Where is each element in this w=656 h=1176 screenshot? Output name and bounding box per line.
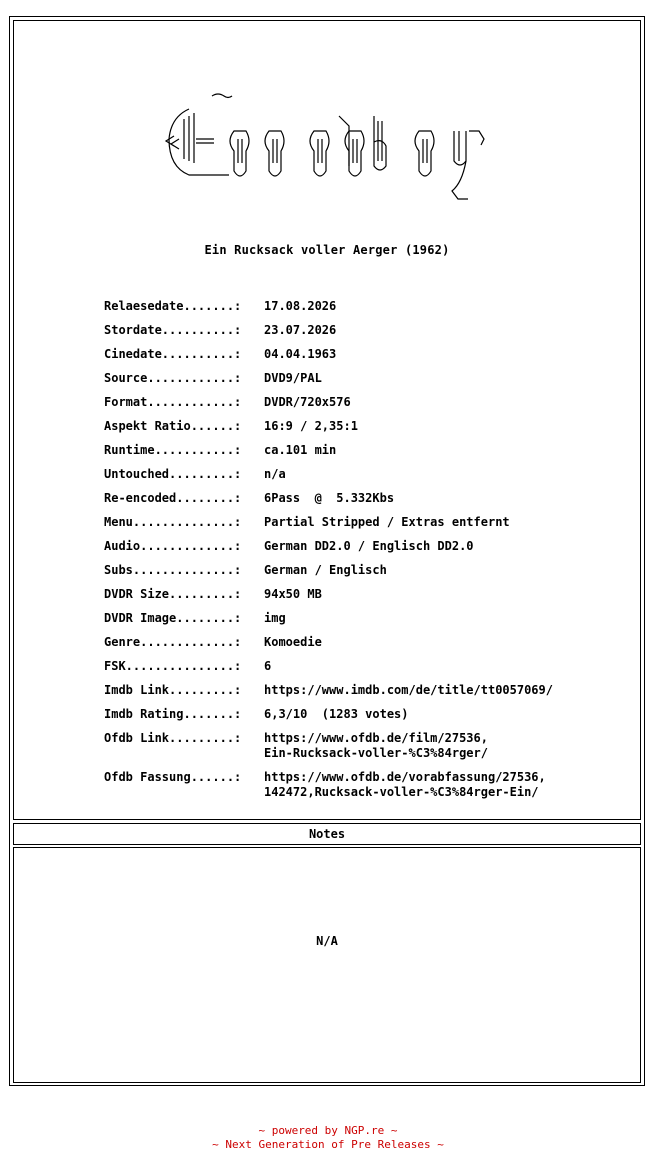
info-row xyxy=(104,371,624,386)
info-key: DVDR Size.........: xyxy=(104,587,242,601)
info-value: 6Pass @ 5.332Kbs xyxy=(264,491,395,505)
info-key: Stordate..........: xyxy=(104,323,242,337)
footer xyxy=(0,1124,656,1152)
info-value: 23.07.2026 xyxy=(264,323,337,337)
info-key: Genre.............: xyxy=(104,635,242,649)
info-row xyxy=(104,707,624,722)
info-row xyxy=(104,587,624,602)
info-key: Runtime...........: xyxy=(104,443,242,457)
info-value: n/a xyxy=(264,467,286,481)
info-row xyxy=(104,635,624,650)
release-info-list xyxy=(104,299,624,809)
info-value: DVDR/720x576 xyxy=(264,395,351,409)
info-value: Komoedie xyxy=(264,635,322,649)
info-value: 94x50 MB xyxy=(264,587,322,601)
info-row xyxy=(104,611,624,626)
info-key: Ofdb Link.........: xyxy=(104,731,242,745)
info-row xyxy=(104,467,624,482)
info-value: 04.04.1963 xyxy=(264,347,337,361)
info-value: 17.08.2026 xyxy=(264,299,337,313)
info-row xyxy=(104,323,624,338)
info-key: Subs..............: xyxy=(104,563,242,577)
info-row xyxy=(104,659,624,674)
info-row xyxy=(104,731,624,761)
info-row xyxy=(104,299,624,314)
info-value: ca.101 min xyxy=(264,443,337,457)
info-row xyxy=(104,563,624,578)
goodboy-ascii-logo xyxy=(134,91,534,216)
info-row xyxy=(104,539,624,554)
info-key: Imdb Link.........: xyxy=(104,683,242,697)
release-info-panel xyxy=(13,20,641,820)
info-key: Format............: xyxy=(104,395,242,409)
info-row xyxy=(104,419,624,434)
footer-line-1: ~ powered by NGP.re ~ xyxy=(258,1124,398,1137)
footer-line-2: ~ Next Generation of Pre Releases ~ xyxy=(212,1138,444,1151)
info-value[interactable]: https://www.imdb.com/de/title/tt0057069/ xyxy=(264,683,553,697)
info-row xyxy=(104,515,624,530)
info-row xyxy=(104,443,624,458)
info-value: 6,3/10 (1283 votes) xyxy=(264,707,409,721)
info-key: FSK...............: xyxy=(104,659,242,673)
notes-content: N/A xyxy=(316,934,338,948)
info-key: Menu..............: xyxy=(104,515,242,529)
info-value: 16:9 / 2,35:1 xyxy=(264,419,358,433)
info-key: DVDR Image........: xyxy=(104,611,242,625)
info-row xyxy=(104,683,624,698)
info-value: DVD9/PAL xyxy=(264,371,322,385)
info-row xyxy=(104,395,624,410)
info-value[interactable]: https://www.ofdb.de/vorabfassung/27536, 142472,Rucksack-voller-%C3%84rger-Ein/ xyxy=(264,770,546,799)
info-row xyxy=(104,491,624,506)
info-key: Imdb Rating.......: xyxy=(104,707,242,721)
info-value: img xyxy=(264,611,286,625)
info-value[interactable]: https://www.ofdb.de/film/27536, Ein-Rucksack-voller-%C3%84rger/ xyxy=(264,731,488,760)
info-key: Source............: xyxy=(104,371,242,385)
notes-header xyxy=(13,823,641,845)
info-key: Cinedate..........: xyxy=(104,347,242,361)
info-row xyxy=(104,770,624,800)
info-value: Partial Stripped / Extras entfernt xyxy=(264,515,510,529)
info-value: 6 xyxy=(264,659,272,673)
info-key: Aspekt Ratio......: xyxy=(104,419,242,433)
info-value: German DD2.0 / Englisch DD2.0 xyxy=(264,539,474,553)
release-title: Ein Rucksack voller Aerger (1962) xyxy=(204,243,450,257)
info-value: German / Englisch xyxy=(264,563,387,577)
info-key: Untouched.........: xyxy=(104,467,242,481)
info-row xyxy=(104,347,624,362)
info-key: Relaesedate.......: xyxy=(104,299,242,313)
info-key: Ofdb Fassung......: xyxy=(104,770,242,784)
notes-body xyxy=(13,847,641,1083)
nfo-frame xyxy=(9,16,645,1086)
info-key: Audio.............: xyxy=(104,539,242,553)
notes-heading: Notes xyxy=(308,827,346,841)
info-key: Re-encoded........: xyxy=(104,491,242,505)
